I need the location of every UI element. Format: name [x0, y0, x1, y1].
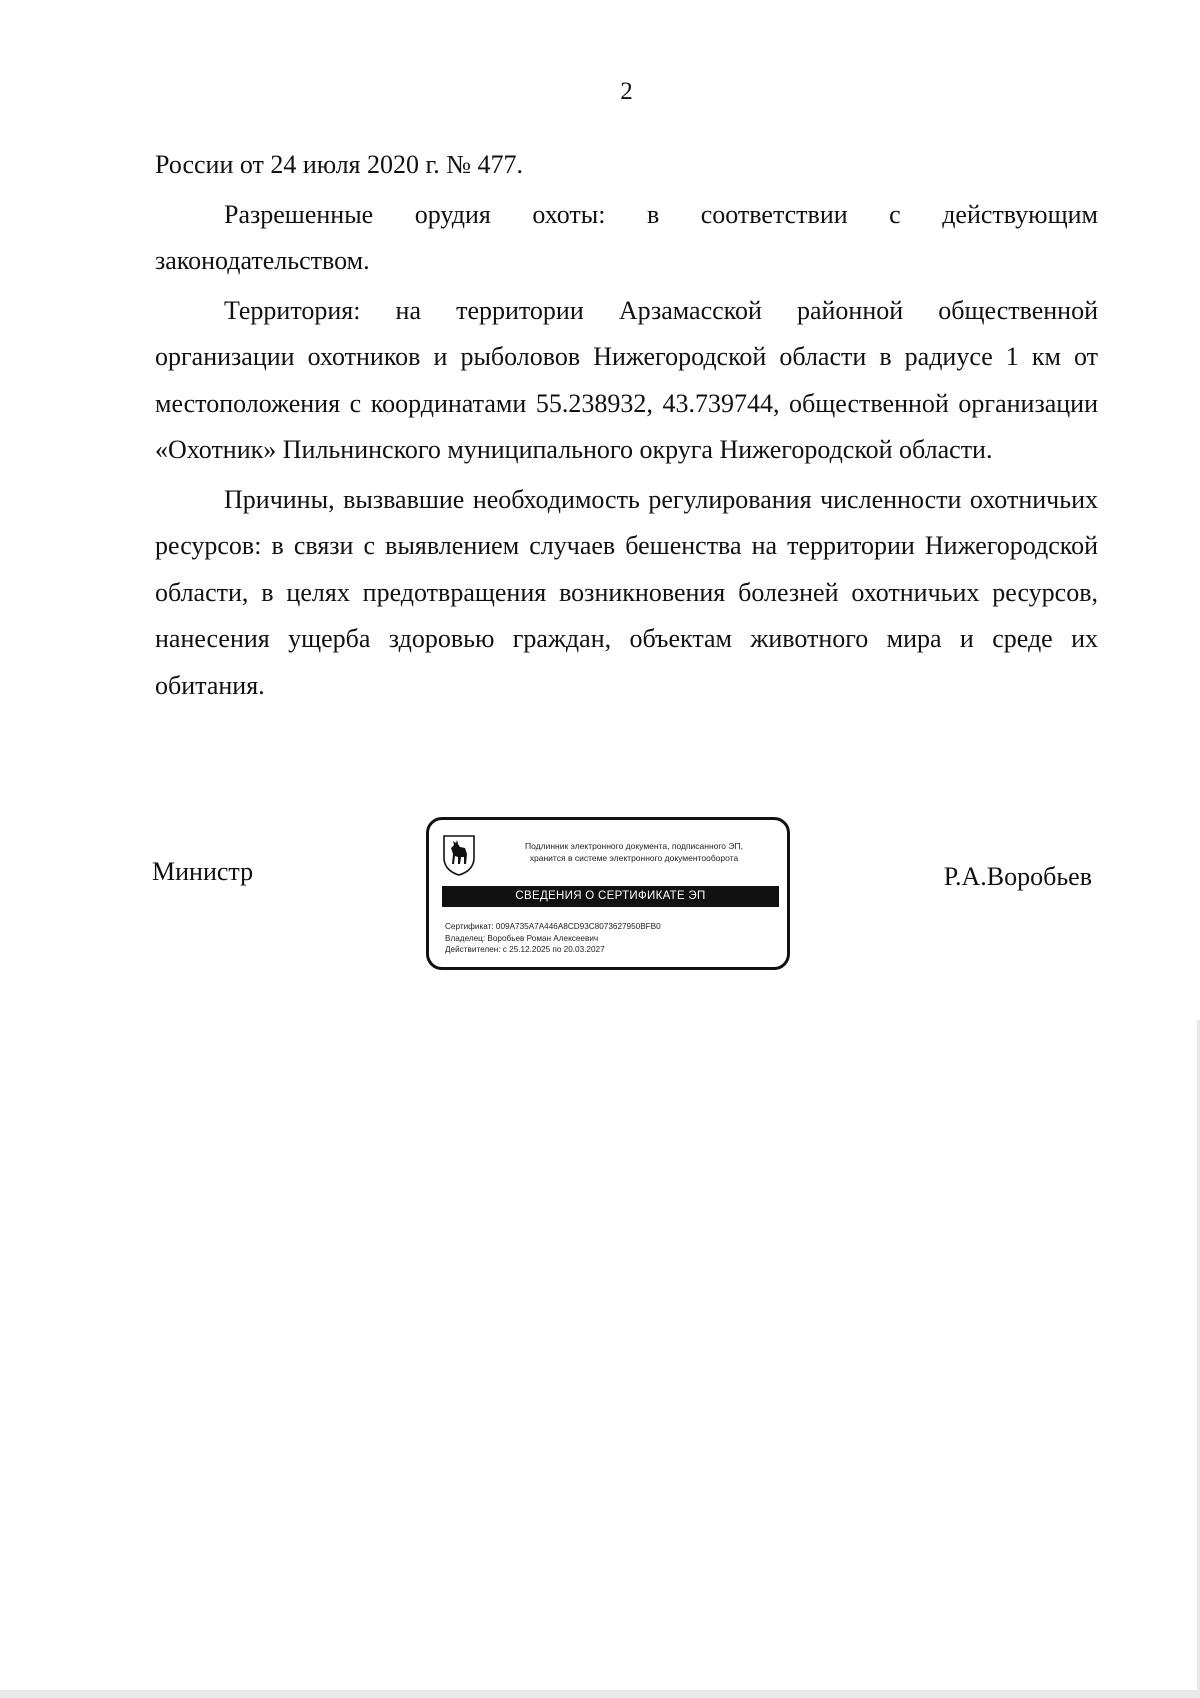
signer-name: Р.А.Воробьев [943, 862, 1092, 891]
scan-edge-bottom [0, 1690, 1200, 1698]
certificate-number: Сертификат: 009A735A7A446A8CD93C8073627950BFB0 [445, 922, 661, 931]
document-body [155, 142, 1098, 712]
signer-position: Министр [152, 857, 254, 886]
certificate-info [445, 921, 775, 956]
paragraph-continuation: России от 24 июля 2020 г. № 477. [155, 150, 524, 179]
electronic-signature-stamp [426, 817, 790, 970]
stamp-header [484, 840, 784, 864]
certificate-owner: Владелец: Воробьев Роман Алексеевич [445, 933, 599, 943]
certificate-validity: Действителен: с 25.12.2025 по 20.03.2027 [445, 945, 605, 954]
paragraph-reasons: Причины, вызвавшие необходимость регулирования численности охотничьих ресурсов: в связи с выявлением случаев бешенства на территории Нижегородской области, в целях предотвращения возникновения болезней охотничьих ресурсов, нанесения ущерба здоровью граждан, объектам животного мира и среде их обитания. [155, 484, 1098, 700]
stamp-title-bar: СВЕДЕНИЯ О СЕРТИФИКАТЕ ЭП [442, 886, 779, 907]
coat-of-arms-icon [442, 834, 476, 876]
stamp-header-line: Подлинник электронного документа, подписанного ЭП, [525, 841, 743, 851]
paragraph-hunting-tools: Разрешенные орудия охоты: в соответствии с действующим законодательством. [155, 199, 1098, 275]
page-number: 2 [620, 78, 633, 105]
paragraph-territory: Территория: на территории Арзамасской районной общественной организации охотников и рыболовов Нижегородской области в радиусе 1 км от местоположения с координатами 55.238932, 43.739744, общественной организации «Охотник» Пильнинского муниципального округа Нижегородской области. [155, 295, 1098, 464]
stamp-header-line: хранится в системе электронного документооборота [529, 853, 739, 863]
